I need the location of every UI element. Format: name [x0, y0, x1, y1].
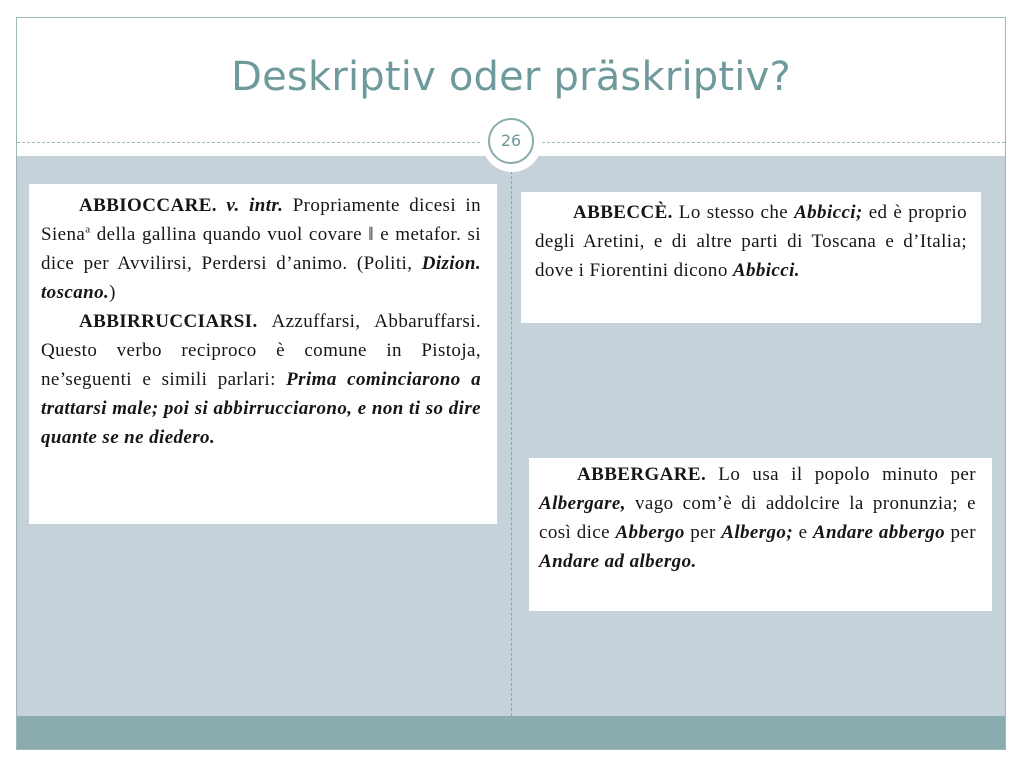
entry-text: Lo usa il popolo minuto per	[706, 464, 976, 485]
slide-title: Deskriptiv oder präskriptiv?	[231, 54, 791, 100]
italic-term: Albergo;	[721, 522, 794, 543]
italic-term: Abbergo	[615, 522, 685, 543]
dictionary-excerpt-left	[29, 184, 497, 524]
headword: ABBECCÈ.	[573, 202, 673, 223]
entry-abbioccare	[41, 191, 481, 307]
source-title: Dizion. toscano.	[41, 253, 481, 303]
headword: ABBIRRUCCIARSI.	[79, 311, 258, 332]
footnote-mark: a	[85, 223, 91, 236]
entry-text: Azzuffarsi, Abbaruffarsi. Questo verbo reciproco è comune in Pistoja, ne’seguenti e simili parlari:	[41, 311, 481, 390]
entry-text: ed è proprio degli Aretini, e di altre parti di Toscana e d’Italia; dove i Fiorentini dicono	[535, 202, 967, 281]
italic-term: Abbicci;	[794, 202, 863, 223]
entry-text: Lo stesso che	[672, 202, 795, 223]
entry-text: per	[684, 522, 722, 543]
dictionary-excerpt-right-top	[521, 192, 981, 323]
entry-text: della gallina quando vuol covare ‖ e metafor. si dice per Avvilirsi, Perdersi d’animo. (Politi,	[41, 224, 481, 274]
entry-abbirrucciarsi	[41, 307, 481, 452]
entry-abbecce	[535, 198, 967, 285]
entry-text: e	[793, 522, 813, 543]
grammar-abbr: v. intr.	[226, 195, 284, 216]
italic-term: Abbicci.	[732, 260, 800, 281]
page-number-badge: 26	[488, 118, 534, 164]
entry-text: Propriamente dicesi in Siena	[41, 195, 481, 245]
footer-bar	[17, 716, 1005, 750]
headword: ABBERGARE.	[577, 464, 707, 485]
italic-term: Andare abbergo	[812, 522, 946, 543]
entry-text: vago com’è di addolcire la pronunzia; e così dice	[539, 493, 976, 543]
dictionary-excerpt-right-bottom	[529, 458, 992, 611]
headword: ABBIOCCARE.	[79, 195, 217, 216]
column-divider	[511, 156, 512, 716]
entry-text: per	[945, 522, 976, 543]
slide	[16, 17, 1006, 750]
entry-abbergare	[539, 460, 976, 576]
entry-text: )	[109, 282, 116, 303]
italic-term: Andare ad albergo.	[539, 551, 697, 572]
usage-example: Prima cominciarono a trattarsi male; poi si abbirrucciarono, e non ti so dire quante se ne diedero.	[41, 369, 481, 448]
italic-term: Albergare,	[539, 493, 626, 514]
